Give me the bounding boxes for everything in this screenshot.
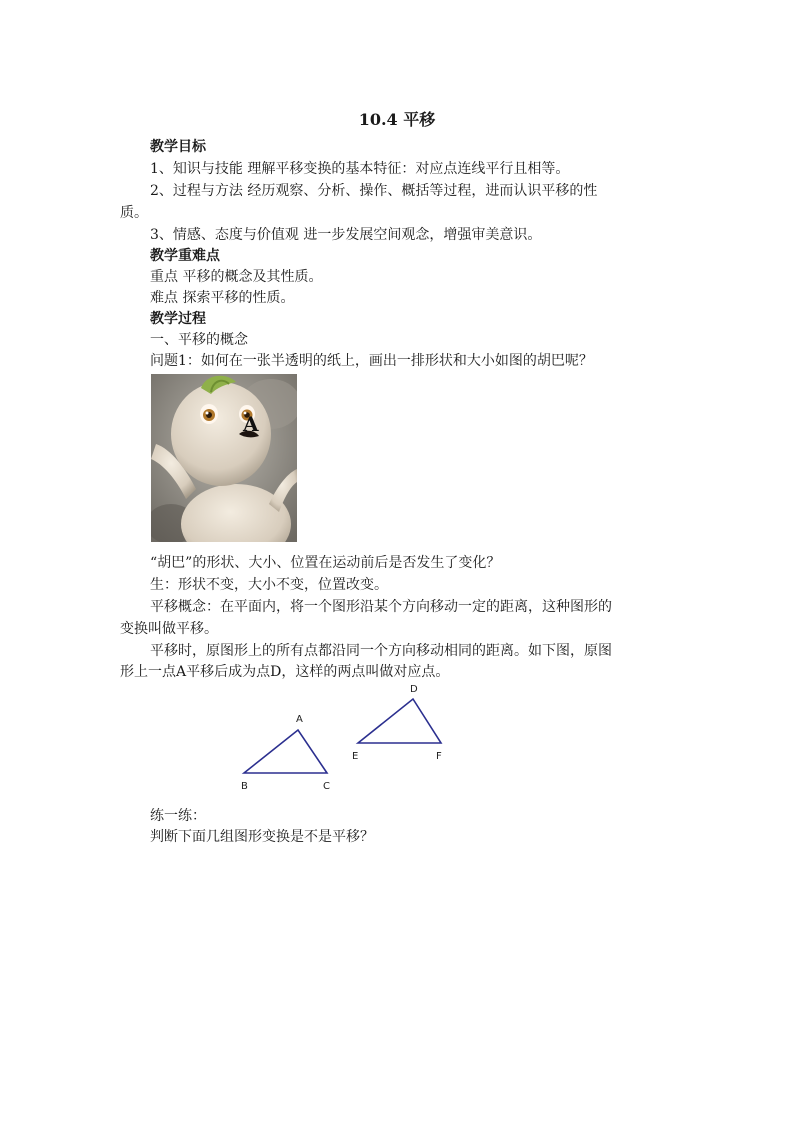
hooba-photo — [151, 374, 297, 542]
objective-item: 3、情感、态度与价值观 进一步发展空间观念，增强审美意识。 — [150, 227, 542, 243]
keypoint-item: 难点 探索平移的性质。 — [150, 290, 295, 306]
paragraph-line: 平移时，原图形上的所有点都沿同一个方向移动相同的距离。如下图，原图 — [150, 643, 612, 659]
label-d: D — [410, 684, 418, 695]
paragraph-line: 生：形状不变，大小不变，位置改变。 — [150, 577, 388, 593]
triangle-abc — [244, 730, 327, 773]
label-e: E — [352, 751, 359, 762]
label-f: F — [436, 751, 442, 762]
practice-heading: 练一练： — [150, 808, 206, 824]
process-heading: 教学过程 — [150, 311, 206, 327]
label-a: A — [296, 714, 303, 725]
practice-question: 判断下面几组图形变换是不是平移？ — [150, 829, 374, 845]
triangle-def — [358, 699, 441, 743]
question-text: 问题1：如何在一张半透明的纸上，画出一排形状和大小如图的胡巴呢？ — [150, 353, 593, 369]
objective-item: 2、过程与方法 经历观察、分析、操作、概括等过程，进而认识平移的性 — [150, 183, 598, 199]
keypoint-item: 重点 平移的概念及其性质。 — [150, 269, 323, 285]
section-heading: 一、平移的概念 — [150, 332, 248, 348]
translation-figure — [230, 680, 460, 795]
paragraph-line: 形上一点A平移后成为点D，这样的两点叫做对应点。 — [120, 664, 450, 680]
page-title: 10.4 平移 — [358, 110, 436, 129]
paragraph-line: “胡巴”的形状、大小、位置在运动前后是否发生了变化？ — [150, 555, 501, 571]
objective-item: 1、知识与技能 理解平移变换的基本特征：对应点连线平行且相等。 — [150, 161, 570, 177]
triangles-diagram — [230, 680, 460, 795]
objective-item: 质。 — [120, 205, 148, 221]
objectives-heading: 教学目标 — [150, 139, 206, 155]
hooba-illustration — [151, 374, 297, 542]
paragraph-line: 变换叫做平移。 — [120, 621, 218, 637]
label-c: C — [323, 781, 330, 792]
keypoints-heading: 教学重难点 — [150, 248, 220, 264]
point-a-label: A — [243, 412, 259, 436]
paragraph-line: 平移概念：在平面内，将一个图形沿某个方向移动一定的距离，这种图形的 — [150, 599, 612, 615]
label-b: B — [241, 781, 248, 792]
